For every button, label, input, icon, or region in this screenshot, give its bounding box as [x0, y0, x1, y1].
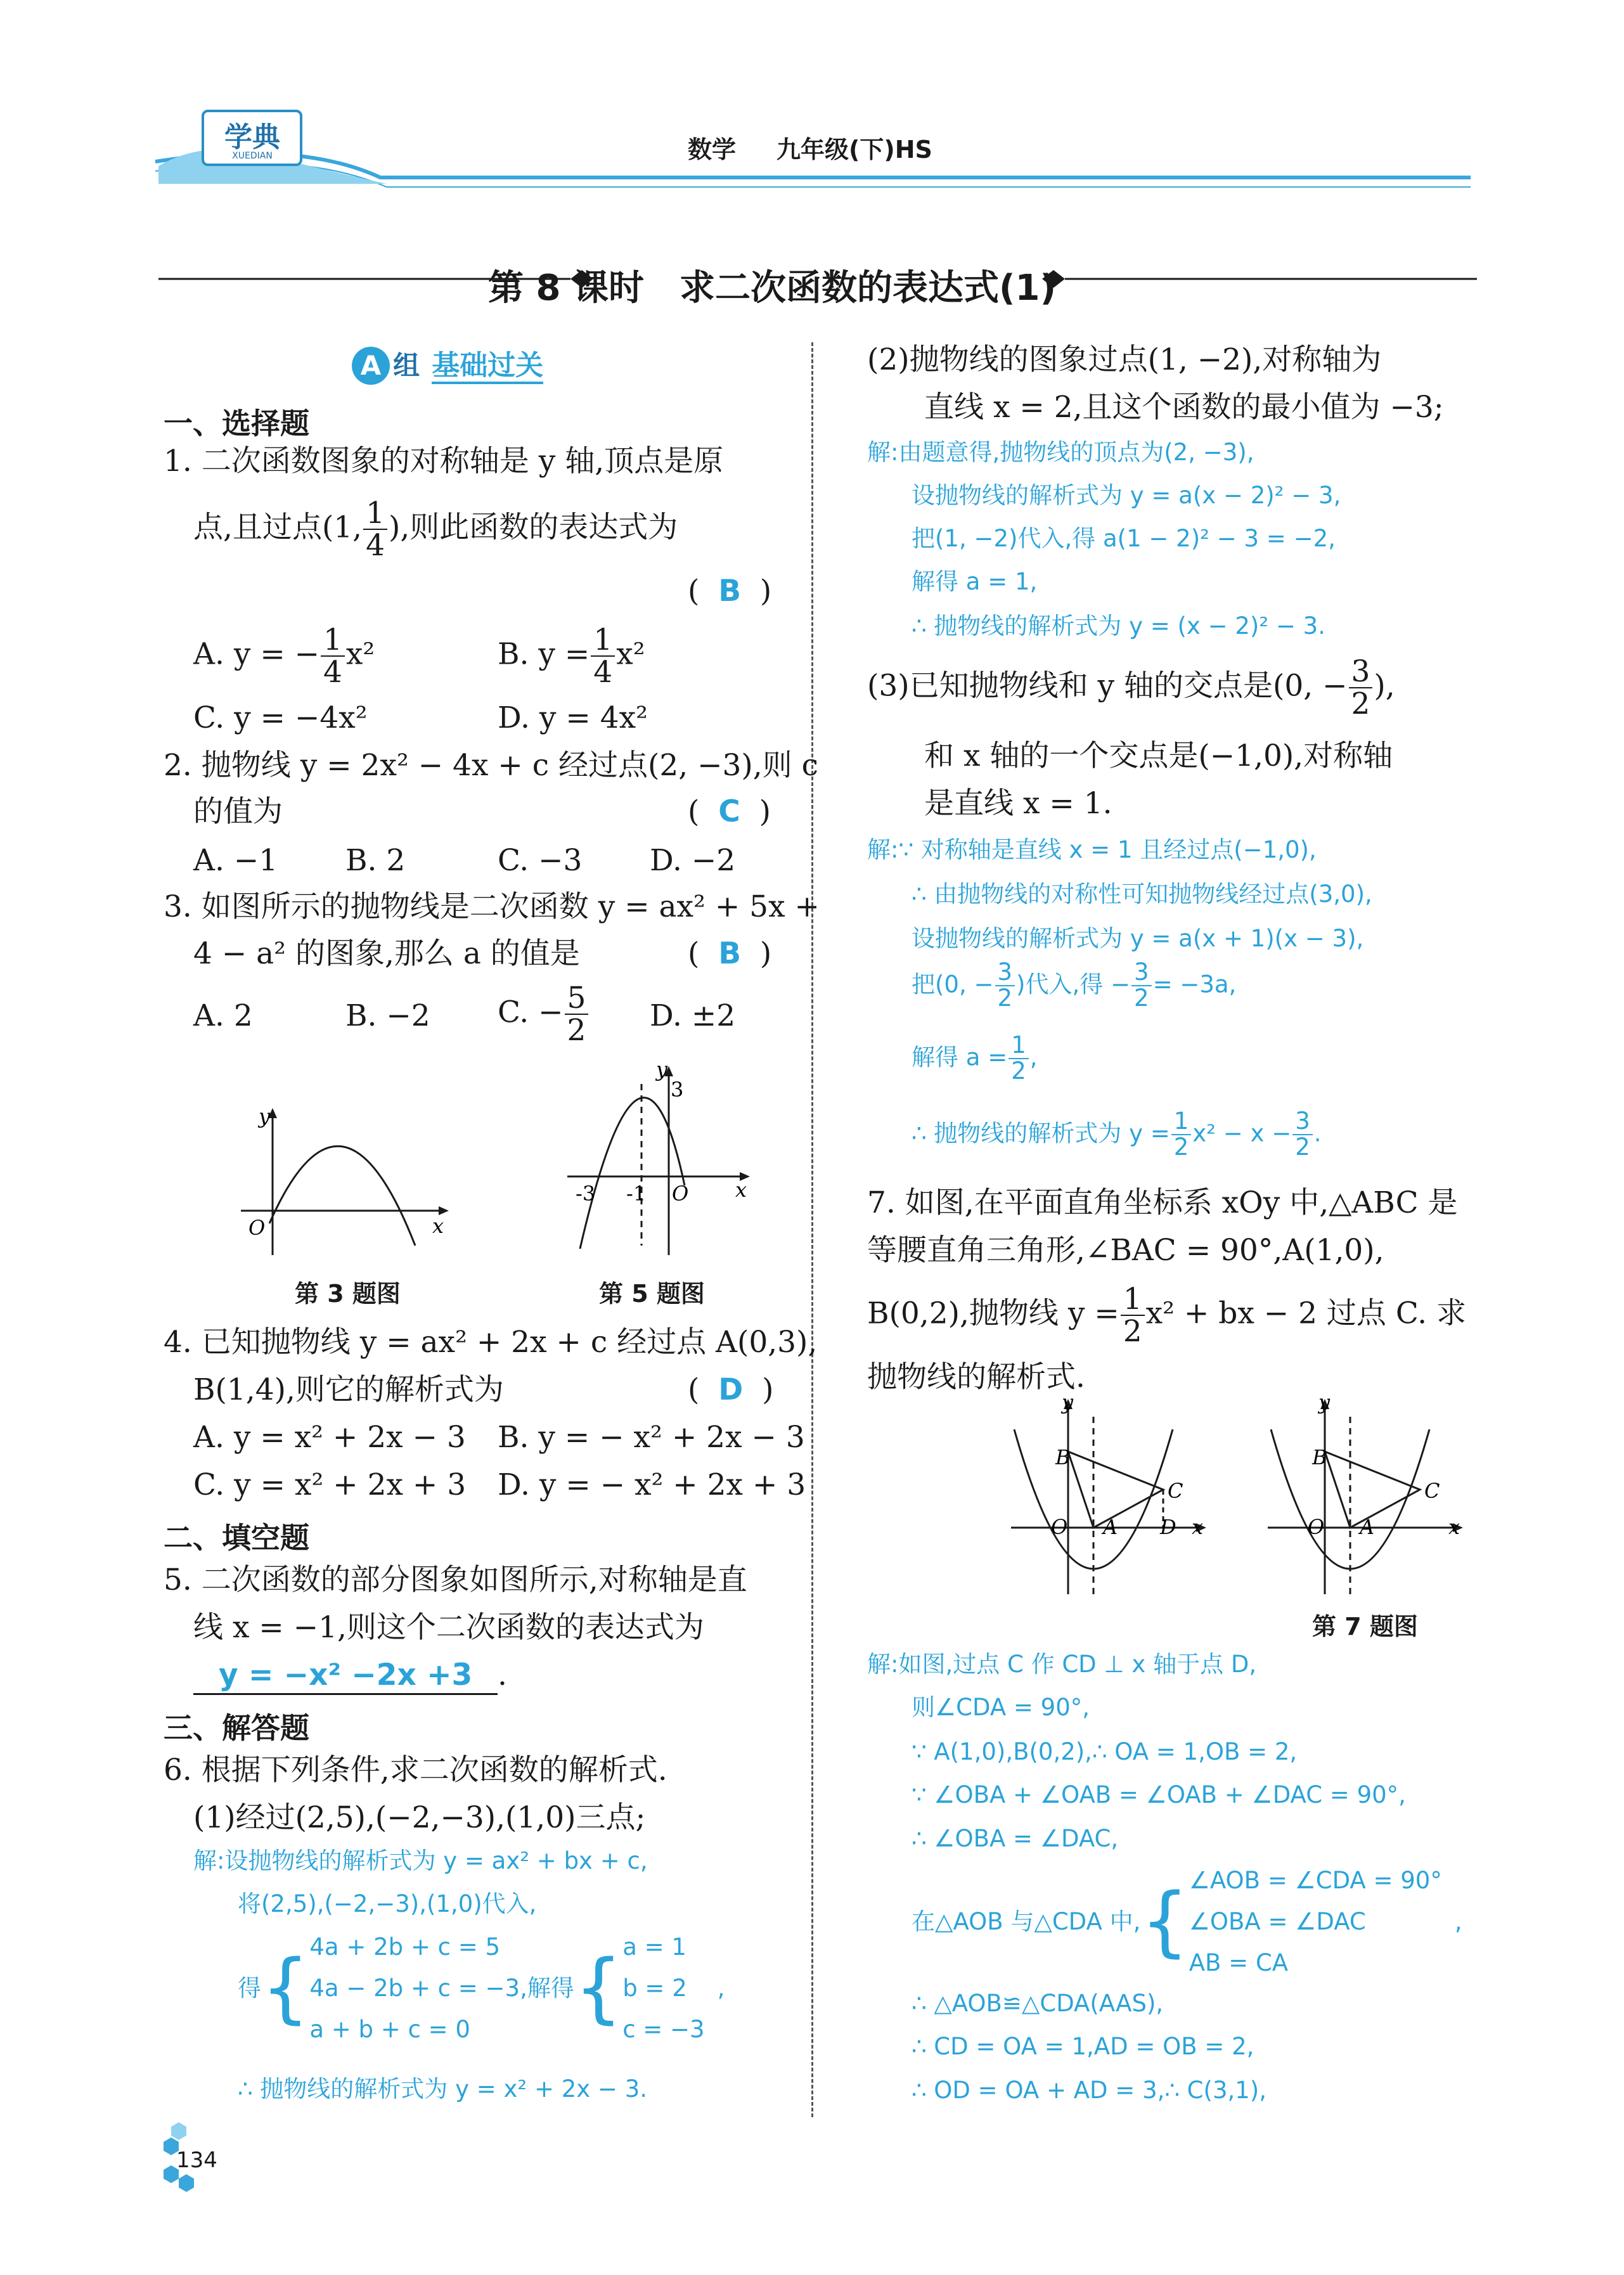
q3-answer: ( B ): [688, 936, 772, 971]
q1-option-b: B. y = $\frac{1}{4}$ x²: [498, 622, 645, 690]
q6-sol3-line2: ∴ 由抛物线的对称性可知抛物线经过点(3,0),: [912, 880, 1372, 908]
figure-3: [235, 1103, 456, 1261]
section-fill: 二、填空题: [164, 1521, 309, 1555]
q7-line2: 等腰直角三角形,∠BAC = 90°,A(1,0),: [867, 1233, 1384, 1268]
figure-5-caption: 第 5 题图: [599, 1280, 705, 1308]
q6-part2-line1: (2)抛物线的图象过点(1, −2),对称轴为: [867, 342, 1382, 377]
q1-line2: 点,且过点(1, $\frac{1}{4}$ ),则此函数的表达式为: [193, 496, 678, 564]
fig5-tick-3: 3: [671, 1078, 684, 1102]
q1-option-c: C. y = −4x²: [193, 700, 368, 735]
q4-answer: ( D ): [688, 1372, 774, 1407]
q2-option-d: D. −2: [650, 843, 736, 878]
q1-option-d: D. y = 4x²: [498, 700, 648, 735]
group-badge: [352, 342, 543, 385]
q4-option-d: D. y = − x² + 2x + 3: [498, 1467, 806, 1502]
q2-option-b: B. 2: [345, 843, 406, 878]
q6-sol1-line4: ∴ 抛物线的解析式为 y = x² + 2x − 3.: [238, 2075, 647, 2103]
fig7l-y: y: [1062, 1391, 1074, 1414]
q2-option-c: C. −3: [498, 843, 583, 878]
fig3-y-label: y: [259, 1104, 271, 1128]
section-choice: 一、选择题: [164, 406, 309, 441]
q4-option-b: B. y = − x² + 2x − 3: [498, 1420, 805, 1455]
q6-sol1-system: 得 { 4a + 2b + c = 5 4a − 2b + c = −3 a + b + c = 0 ,解得 { a = 1 b = 2 c = −3 ,: [238, 1933, 725, 2043]
badge-letter: A: [352, 347, 390, 385]
fig7r-y: y: [1318, 1391, 1331, 1414]
q3-option-b: B. −2: [345, 998, 430, 1033]
q6-sol1-line1: 解:设抛物线的解析式为 y = ax² + bx + c,: [193, 1847, 648, 1874]
q6-sol2-line5: ∴ 抛物线的解析式为 y = (x − 2)² − 3.: [912, 612, 1325, 640]
q6-sol2-line3: 把(1, −2)代入,得 a(1 − 2)² − 3 = −2,: [912, 525, 1336, 552]
q3-option-c: C. − $\frac{5}{2}$: [498, 983, 590, 1047]
q6-sol3-line5: 解得 a = $\frac{1}{2}$ ,: [912, 1031, 1038, 1085]
q6-part1: (1)经过(2,5),(−2,−3),(1,0)三点;: [193, 1800, 646, 1835]
fig7r-A: A: [1360, 1515, 1375, 1539]
q1-answer: ( B ): [688, 574, 772, 609]
fig7l-A: A: [1103, 1515, 1118, 1539]
fig5-x-label: x: [735, 1178, 747, 1202]
header: [0, 95, 1624, 209]
q4-line2: B(1,4),则它的解析式为: [193, 1372, 504, 1407]
q7-sol-line9: ∴ OD = OA + AD = 3,∴ C(3,1),: [912, 2077, 1266, 2104]
q3-line1: 3. 如图所示的抛物线是二次函数 y = ax² + 5x +: [164, 889, 820, 924]
q6-sol2-line1: 解:由题意得,抛物线的顶点为(2, −3),: [867, 439, 1254, 466]
fig7r-C: C: [1424, 1479, 1440, 1503]
q7-sol-congruence: 在△AOB 与△CDA 中, { ∠AOB = ∠CDA = 90° ∠OBA = ∠DAC AB = CA ,: [912, 1867, 1462, 1976]
q6-part3-line1: (3)已知抛物线和 y 轴的交点是(0, − $\frac{3}{2}$ ),: [867, 654, 1395, 722]
q6-sol3-line1: 解:∵ 对称轴是直线 x = 1 且经过点(−1,0),: [867, 836, 1317, 863]
fig7r-O: O: [1308, 1515, 1325, 1539]
fig5-tick-minus1: -1: [626, 1182, 647, 1206]
group-name: 基础过关: [432, 349, 543, 384]
column-divider: [811, 342, 813, 2117]
logo: 学典: [224, 121, 280, 153]
q6-part3-line2: 和 x 轴的一个交点是(−1,0),对称轴: [924, 738, 1393, 773]
q2-line1: 2. 抛物线 y = 2x² − 4x + c 经过点(2, −3),则 c: [164, 748, 818, 783]
figure-7-right: [1258, 1391, 1467, 1601]
q1-option-a: A. y = − $\frac{1}{4}$ x²: [193, 622, 375, 690]
fig3-x-label: x: [432, 1214, 444, 1238]
fig7l-D: D: [1160, 1515, 1176, 1539]
fig7l-O: O: [1051, 1515, 1068, 1539]
page-number: 134: [176, 2148, 217, 2173]
q5-line1: 5. 二次函数的部分图象如图所示,对称轴是直: [164, 1563, 747, 1597]
q2-answer: ( C ): [688, 794, 771, 829]
q3-line2: 4 − a² 的图象,那么 a 的值是: [193, 936, 580, 971]
badge-word: 组: [393, 350, 420, 381]
q7-sol-line3: ∵ A(1,0),B(0,2),∴ OA = 1,OB = 2,: [912, 1738, 1298, 1765]
q7-line3: B(0,2),抛物线 y = $\frac{1}{2}$ x² + bx − 2 过点 C. 求: [867, 1282, 1467, 1350]
header-subject: 数学: [688, 136, 737, 164]
q4-option-a: A. y = x² + 2x − 3: [193, 1420, 466, 1455]
q6-sol3-line4: 把(0, − $\frac{3}{2}$ )代入,得 − $\frac{3}{2}$ = −3a,: [912, 958, 1237, 1012]
q2-option-a: A. −1: [193, 843, 278, 878]
figure-7-left: [1002, 1391, 1211, 1601]
q6-sol3-line6: ∴ 抛物线的解析式为 y = $\frac{1}{2}$ x² − x − $\frac{3}{2}$ .: [912, 1107, 1322, 1161]
fig7l-B: B: [1055, 1445, 1071, 1469]
page-title: 第 8 课时 求二次函数的表达式(1): [488, 267, 1057, 309]
q4-option-c: C. y = x² + 2x + 3: [193, 1467, 467, 1502]
fig7r-x: x: [1448, 1515, 1460, 1539]
q6-sol1-line2: 将(2,5),(−2,−3),(1,0)代入,: [238, 1890, 537, 1917]
fig7l-C: C: [1168, 1479, 1183, 1503]
q1-fraction: $\frac{1}{4}$: [363, 498, 387, 562]
q7-line4: 抛物线的解析式.: [867, 1360, 1085, 1395]
q6-sol2-line2: 设抛物线的解析式为 y = a(x − 2)² − 3,: [912, 482, 1341, 509]
q2-line2: 的值为: [193, 794, 283, 829]
q7-sol-line2: 则∠CDA = 90°,: [912, 1694, 1090, 1721]
section-solve: 三、解答题: [164, 1711, 309, 1745]
fig5-y-label: y: [656, 1059, 668, 1081]
fig3-origin-label: O: [248, 1216, 266, 1240]
q6-sol2-line4: 解得 a = 1,: [912, 568, 1038, 595]
fig7r-B: B: [1312, 1445, 1327, 1469]
q1-line1: 1. 二次函数图象的对称轴是 y 轴,顶点是原: [164, 444, 724, 479]
q7-sol-line4: ∵ ∠OBA + ∠OAB = ∠OAB + ∠DAC = 90°,: [912, 1781, 1406, 1808]
figure-3-caption: 第 3 题图: [295, 1280, 401, 1308]
q7-line1: 7. 如图,在平面直角坐标系 xOy 中,△ABC 是: [867, 1185, 1458, 1220]
q3-option-a: A. 2: [193, 998, 253, 1033]
fig5-origin-label: O: [672, 1182, 689, 1206]
q5-line2: 线 x = −1,则这个二次函数的表达式为: [193, 1610, 704, 1645]
q7-sol-line8: ∴ CD = OA = 1,AD = OB = 2,: [912, 2033, 1254, 2060]
q7-sol-line7: ∴ △AOB≌△CDA(AAS),: [912, 1990, 1164, 2017]
q6-sol3-line3: 设抛物线的解析式为 y = a(x + 1)(x − 3),: [912, 925, 1364, 952]
fig5-tick-minus3: -3: [576, 1182, 596, 1206]
header-grade: 九年级(下)HS: [777, 136, 932, 164]
q6-part2-line2: 直线 x = 2,且这个函数的最小值为 −3;: [924, 390, 1444, 425]
q7-sol-line5: ∴ ∠OBA = ∠DAC,: [912, 1825, 1119, 1852]
figure-5: [564, 1059, 754, 1261]
q5-answer: y = −x² −2x +3 .: [193, 1654, 507, 1696]
q6-part3-line3: 是直线 x = 1.: [924, 786, 1112, 821]
q7-sol-line1: 解:如图,过点 C 作 CD ⊥ x 轴于点 D,: [867, 1651, 1257, 1678]
logo-subtitle: XUEDIAN: [232, 151, 273, 161]
q3-option-d: D. ±2: [650, 998, 736, 1033]
fig7l-x: x: [1192, 1515, 1204, 1539]
q4-line1: 4. 已知抛物线 y = ax² + 2x + c 经过点 A(0,3),: [164, 1325, 818, 1360]
q6-line1: 6. 根据下列条件,求二次函数的解析式.: [164, 1753, 667, 1788]
figure-7-caption: 第 7 题图: [1312, 1613, 1418, 1640]
